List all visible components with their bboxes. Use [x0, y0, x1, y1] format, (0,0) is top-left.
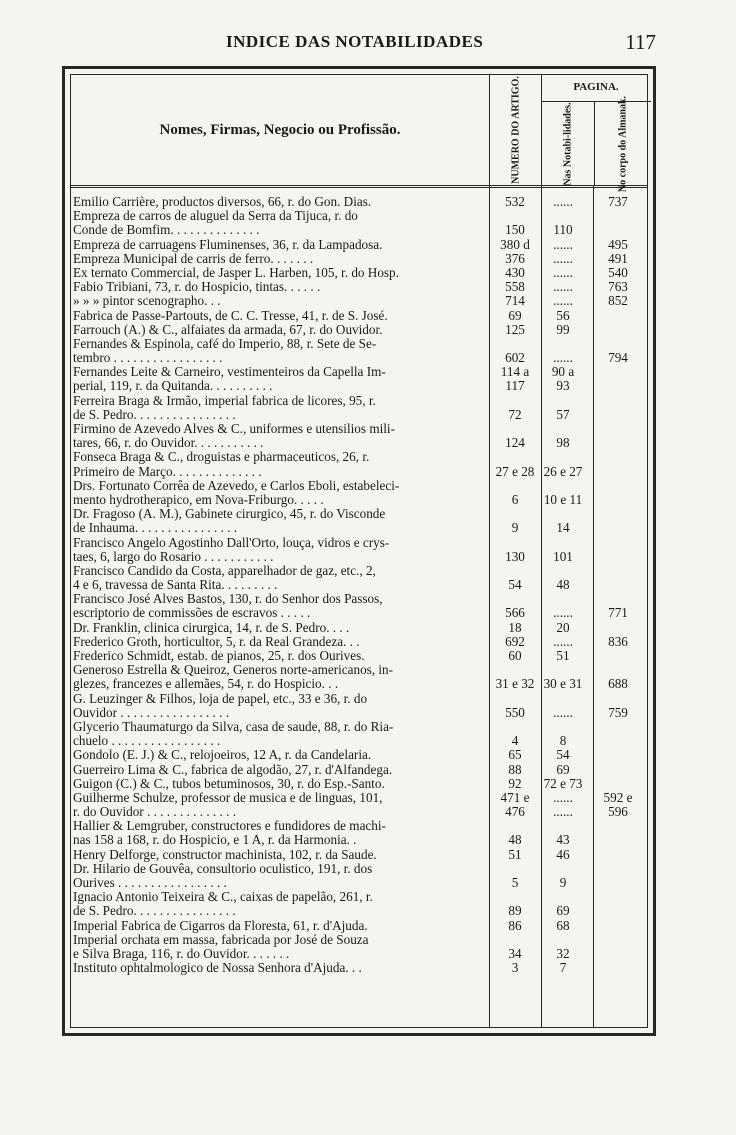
entry-name: Drs. Fortunato Corrêa de Azevedo, e Carlos Eboli, estabeleci- — [73, 478, 400, 493]
entry-name: Fabio Tribiani, 73, r. do Hospicio, tintas. . . . . . — [73, 280, 321, 295]
pagina-header: PAGINA. Nas Notabi-lidades. No corpo do Almanak. — [541, 75, 650, 185]
corpo-page: 836 — [608, 633, 628, 649]
artigo-number: 72 — [508, 406, 522, 422]
artigo-number: 6 — [511, 491, 519, 507]
nas-page: 99 — [556, 321, 570, 337]
entry-name: Firmino de Azevedo Alves & C., uniformes e utensilios mili- — [73, 422, 395, 436]
table-row — [71, 947, 647, 961]
artigo-number: 125 — [505, 321, 525, 337]
artigo-number: 714 — [505, 293, 525, 309]
artigo-number: 430 — [505, 264, 525, 280]
table-row — [71, 763, 647, 777]
table-row — [71, 635, 647, 649]
table-row — [71, 422, 647, 436]
entry-name: 4 e 6, travessa de Santa Rita. . . . . . . . . — [73, 578, 278, 593]
artigo-number: 31 e 32 — [495, 676, 535, 692]
entry-name: nas 158 a 168, r. do Hospicio, e 1 A, r. da Harmonia. . — [73, 833, 357, 848]
table-row — [71, 550, 647, 564]
page-number: 117 — [625, 30, 656, 54]
entry-name: Primeiro de Março. . . . . . . . . . . . . . — [73, 464, 262, 479]
nas-page: 26 e 27 — [543, 463, 583, 479]
entry-name: G. Leuzinger & Filhos, loja de papel, etc., 33 e 36, r. do — [73, 691, 368, 706]
nas-page: 14 — [556, 520, 570, 536]
entry-name: Guigon (C.) & C., tubos betuminosos, 30, r. do Esp.-Santo. — [73, 776, 385, 791]
nas-page: 56 — [556, 307, 570, 323]
table-row — [71, 238, 647, 252]
entry-name: escriptorio de commissões de escravos . . . . . — [73, 606, 311, 621]
table-row — [71, 734, 647, 748]
entry-name: Emilio Carrière, productos diversos, 66, r. do Gon. Dias. — [73, 195, 372, 209]
artigo-number: 602 — [505, 350, 525, 366]
nas-page: 54 — [556, 747, 570, 763]
table-row — [71, 805, 647, 819]
table-row — [71, 493, 647, 507]
page-title: INDICE DAS NOTABILIDADES — [226, 32, 484, 51]
artigo-number: 54 — [508, 577, 522, 593]
artigo-number: 130 — [505, 548, 525, 564]
nas-page: ...... — [553, 804, 573, 820]
nas-page: 43 — [556, 832, 570, 848]
nas-page: 69 — [556, 903, 570, 919]
table-row — [71, 819, 647, 833]
artigo-number: 150 — [505, 222, 525, 238]
table-row — [71, 209, 647, 223]
corpo-page: 794 — [608, 350, 628, 366]
entry-name: Fernandes & Espinola, café do Imperio, 88, r. Sete de Se- — [73, 336, 377, 351]
nas-page: ...... — [553, 605, 573, 621]
nas-page: ...... — [553, 350, 573, 366]
artigo-number: 5 — [511, 875, 519, 890]
artigo-number: 376 — [505, 250, 525, 266]
table-row — [71, 621, 647, 635]
artigo-number: 69 — [508, 307, 522, 323]
entry-name: Glycerio Thaumaturgo da Silva, casa de saude, 88, r. do Ria- — [73, 719, 394, 734]
entry-name: glezes, francezes e allemães, 54, r. do Hospicio. . . — [73, 677, 339, 692]
artigo-column-header: NUMERO DO ARTIGO. — [489, 75, 542, 185]
artigo-number: 4 — [511, 733, 519, 749]
table-row — [71, 195, 647, 209]
nas-page: 93 — [556, 378, 570, 394]
artigo-number: 3 — [511, 960, 519, 976]
entry-name: Imperial Fabrica de Cigarros da Floresta, 61, r. d'Ajuda. — [73, 918, 368, 933]
entry-name: perial, 119, r. da Quitanda. . . . . . . . . . — [73, 379, 273, 394]
nas-page: 46 — [556, 846, 570, 862]
artigo-number: 380 d — [500, 236, 530, 252]
table-row — [71, 720, 647, 734]
artigo-number: 692 — [505, 633, 525, 649]
artigo-number: 476 — [505, 804, 525, 820]
nas-page: 101 — [553, 548, 573, 564]
nas-page: ...... — [553, 704, 573, 720]
table-row — [71, 961, 647, 975]
corpo-page: 495 — [608, 236, 628, 252]
table-row — [71, 606, 647, 620]
entry-name: Ex ternato Commercial, de Jasper L. Harben, 105, r. do Hosp. — [73, 265, 399, 280]
artigo-number: 65 — [508, 747, 522, 763]
nas-page: 9 — [559, 875, 567, 890]
corpo-page: 771 — [608, 605, 628, 621]
index-table-frame — [62, 66, 656, 1036]
table-row — [71, 578, 647, 592]
table-row — [71, 890, 647, 904]
artigo-number: 566 — [505, 605, 525, 621]
entry-name: Conde de Bomfim. . . . . . . . . . . . . . — [73, 223, 260, 238]
entry-name: Frederico Groth, horticultor, 5, r. da Real Grandeza. . . — [73, 634, 360, 649]
table-body — [71, 195, 647, 975]
table-row — [71, 521, 647, 535]
corpo-page: 491 — [608, 250, 628, 266]
nas-page: 90 a — [551, 364, 575, 380]
table-row — [71, 904, 647, 918]
artigo-number: 558 — [505, 279, 525, 295]
nas-page: ...... — [553, 789, 573, 805]
entry-name: Frederico Schmidt, estab. de pianos, 25, r. dos Ourives. — [73, 649, 365, 663]
table-row — [71, 777, 647, 791]
nas-page: 7 — [559, 960, 567, 976]
entry-name: Instituto ophtalmologico de Nossa Senhora d'Ajuda. . . — [73, 961, 362, 976]
table-row — [71, 323, 647, 337]
corpo-page: 759 — [608, 704, 628, 720]
artigo-number: 60 — [508, 648, 522, 663]
artigo-number: 88 — [508, 761, 522, 777]
entry-name: e Silva Braga, 116, r. do Ouvidor. . . . . . . — [73, 946, 290, 961]
table-row — [71, 919, 647, 933]
artigo-number: 51 — [508, 846, 522, 862]
entry-name: Dr. Franklin, clinica cirurgica, 14, r. de S. Pedro. . . . — [73, 620, 350, 635]
artigo-number: 9 — [511, 520, 519, 536]
nas-page: ...... — [553, 279, 573, 295]
table-row — [71, 408, 647, 422]
table-row — [71, 309, 647, 323]
entry-name: Empreza Municipal de carris de ferro. . . . . . . — [73, 251, 314, 266]
table-row — [71, 365, 647, 379]
nas-page: ...... — [553, 293, 573, 309]
entry-name: de S. Pedro. . . . . . . . . . . . . . . . — [73, 407, 236, 422]
table-row — [71, 280, 647, 294]
table-row — [71, 564, 647, 578]
entry-name: Henry Delforge, constructor machinista, 102, r. da Saude. — [73, 847, 377, 862]
nas-page: 20 — [556, 619, 570, 635]
table-row — [71, 436, 647, 450]
entry-name: Hallier & Lemgruber, constructores e fundidores de machi- — [73, 819, 386, 834]
artigo-number: 18 — [508, 619, 522, 635]
nas-page: 8 — [559, 733, 567, 749]
artigo-number: 86 — [508, 917, 522, 933]
nas-page: 30 e 31 — [543, 676, 583, 692]
entry-name: Guilherme Schulze, professor de musica e de linguas, 101, — [73, 790, 383, 805]
table-row — [71, 933, 647, 947]
table-row — [71, 677, 647, 691]
entry-name: mento hydrotherapico, em Nova-Friburgo. . . . . — [73, 492, 324, 507]
table-row — [71, 862, 647, 876]
table-header — [71, 75, 647, 192]
entry-name: Fonseca Braga & C., droguistas e pharmaceuticos, 26, r. — [73, 450, 370, 465]
artigo-number: 89 — [508, 903, 522, 919]
corpo-page: 592 e — [603, 789, 633, 805]
corpo-page: 540 — [608, 264, 628, 280]
nas-page: 72 e 73 — [543, 775, 583, 791]
corpo-page: 737 — [608, 194, 628, 209]
corpo-page: 852 — [608, 293, 628, 309]
entry-name: Dr. Fragoso (A. M.), Gabinete cirurgico, 45, r. do Visconde — [73, 507, 386, 522]
table-row — [71, 592, 647, 606]
table-row — [71, 337, 647, 351]
entry-name: Guerreiro Lima & C., fabrica de algodão, 27, r. d'Alfandega. — [73, 762, 393, 777]
artigo-number: 124 — [505, 435, 525, 451]
entry-name: Ouvidor . . . . . . . . . . . . . . . . . — [73, 705, 230, 720]
table-row — [71, 706, 647, 720]
entry-name: tembro . . . . . . . . . . . . . . . . . — [73, 351, 223, 366]
corpo-column-header: No corpo do Almanak. — [594, 101, 651, 185]
nas-page: 68 — [556, 917, 570, 933]
entry-name: de S. Pedro. . . . . . . . . . . . . . . . — [73, 904, 236, 919]
table-row — [71, 394, 647, 408]
artigo-number: 27 e 28 — [495, 463, 535, 479]
nas-column-header: Nas Notabi-lidades. — [542, 101, 594, 185]
table-row — [71, 748, 647, 762]
entry-name: Francisco José Alves Bastos, 130, r. do Senhor dos Passos, — [73, 592, 383, 607]
artigo-number: 532 — [505, 194, 525, 209]
corpo-page: 596 — [608, 804, 628, 820]
nas-page: ...... — [553, 264, 573, 280]
entry-name: r. do Ouvidor . . . . . . . . . . . . . . — [73, 805, 237, 820]
table-row — [71, 379, 647, 393]
table-row — [71, 351, 647, 365]
entry-name: de Inhauma. . . . . . . . . . . . . . . . — [73, 521, 238, 536]
index-table — [70, 74, 648, 1028]
table-row — [71, 876, 647, 890]
entry-name: Imperial orchata em massa, fabricada por José de Souza — [73, 932, 369, 947]
table-row — [71, 649, 647, 663]
entry-name: taes, 6, largo do Rosario . . . . . . . . . . . — [73, 549, 274, 564]
table-row — [71, 465, 647, 479]
table-row — [71, 450, 647, 464]
table-row — [71, 266, 647, 280]
table-row — [71, 848, 647, 862]
entry-name: Generoso Estrella & Queiroz, Generos norte-americanos, in- — [73, 663, 394, 678]
entry-name: Ferreira Braga & Irmão, imperial fabrica de licores, 95, r. — [73, 393, 376, 408]
table-row — [71, 479, 647, 493]
nas-page: ...... — [553, 250, 573, 266]
artigo-number: 117 — [505, 378, 525, 394]
nas-page: 110 — [553, 222, 573, 238]
nas-page: 69 — [556, 761, 570, 777]
nas-page: ...... — [553, 194, 573, 209]
table-row — [71, 663, 647, 677]
entry-name: Empreza de carros de aluguel da Serra da Tijuca, r. do — [73, 209, 358, 224]
entry-name: Empreza de carruagens Fluminenses, 36, r. da Lampadosa. — [73, 237, 383, 252]
table-row — [71, 507, 647, 521]
entry-name: Francisco Angelo Agostinho Dall'Orto, louça, vidros e crys- — [73, 535, 390, 550]
table-row — [71, 536, 647, 550]
entry-name: chuelo . . . . . . . . . . . . . . . . . — [73, 734, 221, 749]
entry-name: Gondolo (E. J.) & C., relojoeiros, 12 A, r. da Candelaria. — [73, 748, 372, 763]
entry-name: Farrouch (A.) & C., alfaiates da armada, 67, r. do Ouvidor. — [73, 322, 383, 337]
table-row — [71, 223, 647, 237]
artigo-number: 34 — [508, 945, 522, 961]
page-header — [66, 32, 666, 56]
name-column-header: Nomes, Firmas, Negocio ou Profissão. — [159, 121, 401, 138]
corpo-page: 688 — [608, 676, 628, 692]
artigo-number: 550 — [505, 704, 525, 720]
table-row — [71, 791, 647, 805]
nas-page: 51 — [556, 648, 570, 663]
table-row — [71, 692, 647, 706]
entry-name: » » » pintor scenographo. . . — [73, 294, 221, 309]
entry-name: Ourives . . . . . . . . . . . . . . . . . — [73, 876, 227, 890]
entry-name: Ignacio Antonio Teixeira & C., caixas de papelão, 261, r. — [73, 890, 373, 905]
table-row — [71, 833, 647, 847]
table-row — [71, 252, 647, 266]
nas-page: 48 — [556, 577, 570, 593]
nas-page: 98 — [556, 435, 570, 451]
artigo-number: 92 — [508, 775, 522, 791]
table-row — [71, 294, 647, 308]
nas-page: 32 — [556, 945, 570, 961]
entry-name: Fernandes Leite & Carneiro, vestimenteiros da Capella Im- — [73, 365, 386, 380]
nas-page: 10 e 11 — [543, 491, 583, 507]
entry-name: tares, 66, r. do Ouvidor. . . . . . . . . . . — [73, 436, 264, 451]
artigo-number: 114 a — [500, 364, 530, 380]
entry-name: Dr. Hilario de Gouvêa, consultorio oculistico, 191, r. dos — [73, 861, 373, 876]
corpo-page: 763 — [608, 279, 628, 295]
nas-page: ...... — [553, 236, 573, 252]
nas-page: 57 — [556, 406, 570, 422]
artigo-number: 471 e — [500, 789, 530, 805]
nas-page: ...... — [553, 633, 573, 649]
entry-name: Francisco Candido da Costa, apparelhador de gaz, etc., 2, — [73, 563, 376, 578]
artigo-number: 48 — [508, 832, 522, 848]
entry-name: Fabrica de Passe-Partouts, de C. C. Tresse, 41, r. de S. José. — [73, 308, 388, 323]
